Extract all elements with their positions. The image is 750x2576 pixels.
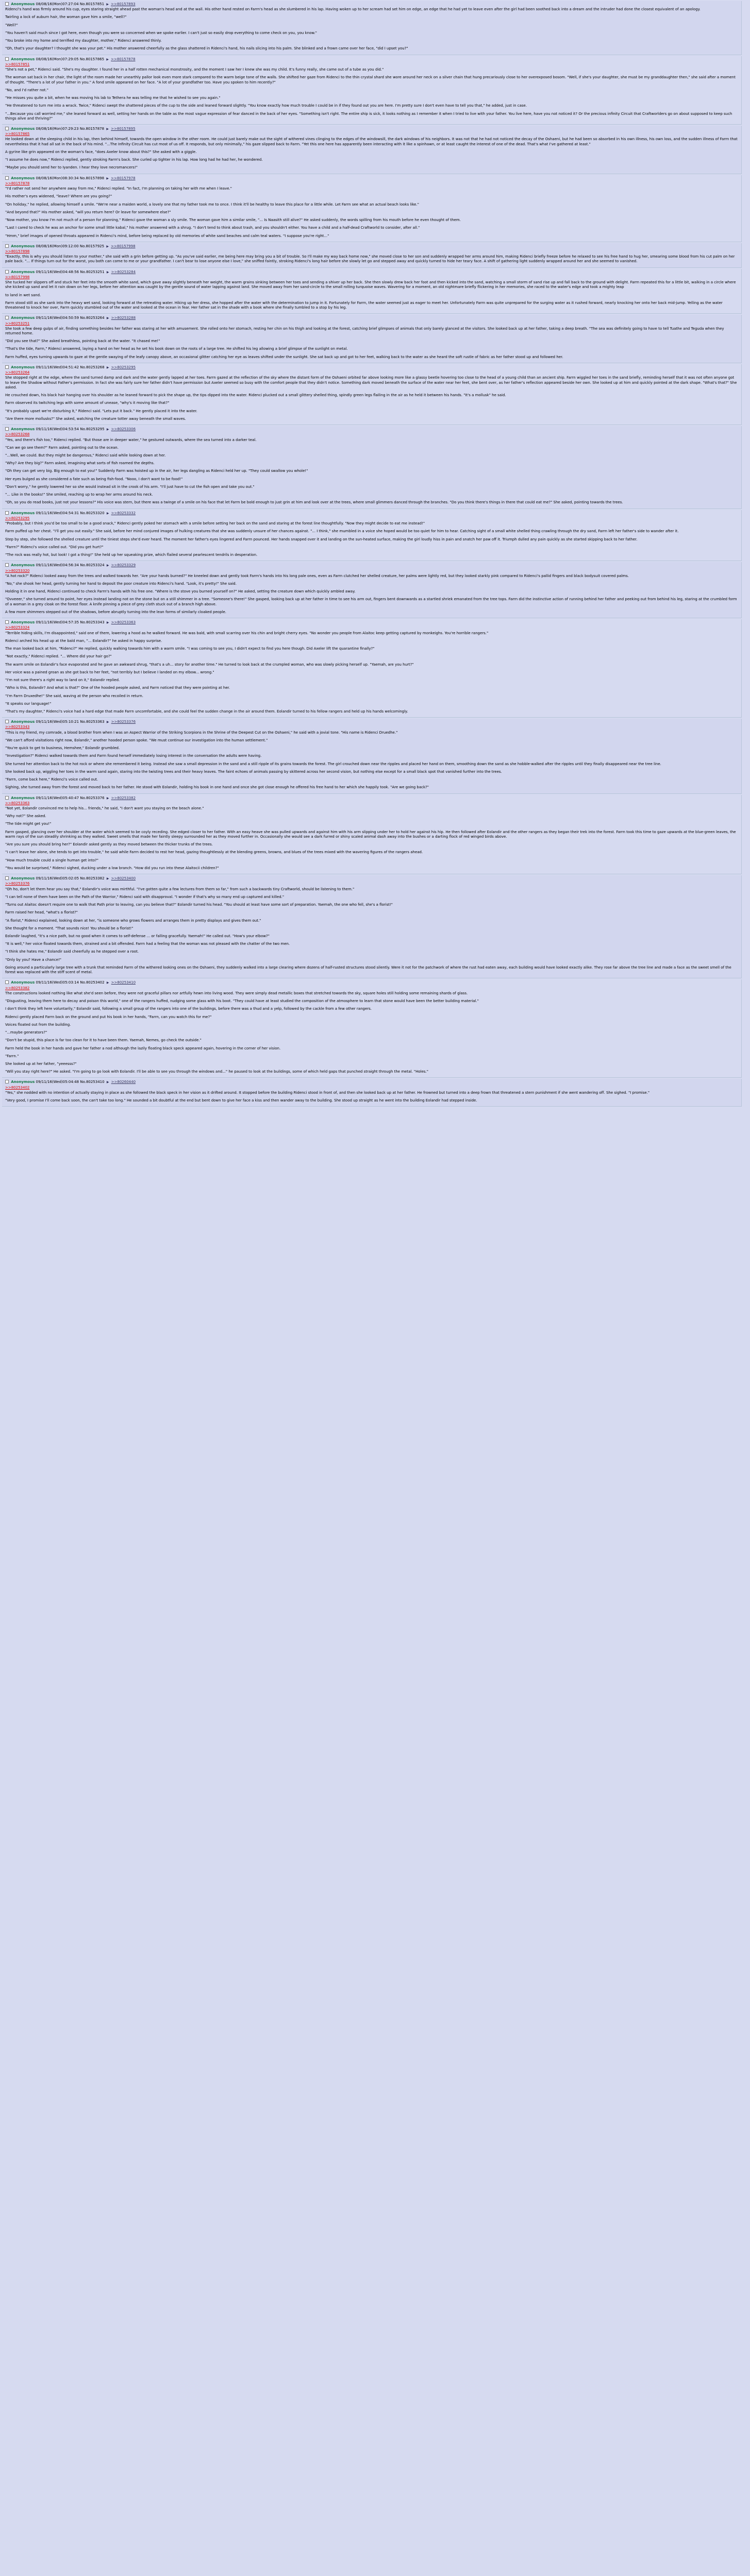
post xyxy=(2,719,742,793)
post-paragraph: Farrn stood still as she sank into the heavy wet sand, looking forward at the retreating water. Hiking up her dress, she hopped after the water with the determination to jump in it. Fortunately for Farrn, the water seemed just as eager to meet her. Unfortunately Farrn was quite unprepared for the surging water as it rushed forward, nearly knocking her onto her back mid-jump. Yelling as the water threatened to knock her over, Farrn quickly stumbled out of the water and looked at the ocean in fear. Her father sat in the shade with a book where she finally tumbled to a stop by his leg. xyxy=(5,300,723,310)
post-number[interactable]: No.80253295 xyxy=(80,427,105,432)
poster-name: Anonymous xyxy=(11,620,35,625)
poster-name: Anonymous xyxy=(11,244,35,248)
backlinks xyxy=(110,2,135,6)
post-paragraph: "Maybe you should send her to Iyanden. I hear they love necromancers!" xyxy=(5,165,138,170)
post-header xyxy=(5,365,738,370)
post-paragraph: "You're quick to get to business, Hemshee," Eolandir grumbled. xyxy=(5,746,120,751)
post-paragraph: "Now mother, you know I'm not much of a person for planning," Ridenci gave the woman a sly smile. The woman gave him a similar smile, "... Is Naasith still alive?" He asked suddenly, the words spilling from his mouth before he even thought of them. xyxy=(5,218,461,223)
post-paragraph: Farrn puffed up her chest. "I'll get you out easily." She said, before her mind conjured images of hulking creatures that she was suddenly unsure of her chances against. "... I think," she mumbled in a voice she hoped would be too quiet for him to hear. Catching sight of a small white shelled thing crawling through the dry sand, Farrn left her father's side to wander after it. xyxy=(5,529,679,534)
post-paragraph: "Only by you? Have a chance!" xyxy=(5,957,62,962)
post-paragraph: "...Because you call worried me," she leaned forward as well, setting her hands on the table as the most vague expression of fear danced in the back of her eyes. "Something isn't right. The entire ship is sick, it looks nothing as I remember it when I tried to live with your father. You live here, have you not noticed it? Or the precious infinity Circuit that Craftworlders go on about supposed to keep such things alive and thriving?" xyxy=(5,111,732,121)
post-paragraph: "The rock was really hot, but look! I got a thing!" She held up her squeaking prize, which flailed several pearlescent tendrils in desperation. xyxy=(5,553,258,557)
post-paragraph: "Can we go see them?" Farrn asked, pointing out to the ocean. xyxy=(5,445,119,450)
post-paragraph: "Why not?" She asked. xyxy=(5,814,46,819)
backlink[interactable]: >>80253284 xyxy=(111,269,136,274)
quote-link[interactable]: >>80253268 xyxy=(5,432,30,437)
post-number[interactable]: No.80157851 xyxy=(79,2,105,6)
poster-name: Anonymous xyxy=(11,427,35,432)
backlinks xyxy=(110,563,136,567)
post-paragraph: Sighing, she turned away from the forest and moved back to her father. He stood with Eolandir, holding his book in one hand and once she got close enough he offered his free hand to her which she happily took. "Are we going back?" xyxy=(5,785,429,790)
backlink[interactable]: >>80253400 xyxy=(111,876,136,881)
post-paragraph: "Oh, that's your daughter? I thought she was your pet." His mother answered cheerfully as the glass shattered in Ridenci's hand, his nails slicing into his palm. She blinked and a frown came over her face, "did I upset you?" xyxy=(5,46,408,51)
menu-arrow-icon[interactable]: ▶ xyxy=(106,796,109,800)
post-paragraph: He crouched down, his black hair hanging over his shoulder as he leaned forward to pick the shape up, the tips dipped into the water. Ridenci plucked out a small glittery shelled thing, spindly green legs flailing in the air as he held it between his hands. "It's a mollusk" he said. xyxy=(5,393,506,398)
post xyxy=(2,795,742,875)
menu-arrow-icon[interactable]: ▶ xyxy=(106,316,109,320)
post-paragraph: "You broke into my home and terrified my daughter, mother," Ridenci answered thinly. xyxy=(5,39,162,43)
post-paragraph: "Did you see that?" She asked breathless, pointing back at the water. "It chased me!" xyxy=(5,339,160,344)
poster-name: Anonymous xyxy=(11,720,35,724)
post-body xyxy=(5,569,738,615)
quote-link[interactable]: >>80157998 xyxy=(5,275,30,279)
menu-arrow-icon[interactable]: ▶ xyxy=(106,621,109,625)
post xyxy=(2,175,742,242)
post-paragraph: She thought for a moment. "That sounds nice! You should be a florist!" xyxy=(5,926,134,930)
post-body xyxy=(5,516,738,557)
backlinks xyxy=(110,127,135,131)
post-paragraph: The woman sat back in her chair, the light of the room made her unearthly pallor look even more stark compared to the warm beige tone of the walls. She shifted her gaze from Ridenci to the thin crystal shard she wore around her neck on a silver chain that hung precariously close to her overexposed bosom. "Well, if she's your daughter, she must be my granddaughter then," she said after a moment of thought. "There's a lot of your father in you." A fond smile appeared on her face. "A lot of your grandfather too. Have you spoken to him recently?" xyxy=(5,75,736,84)
post-date: 08/08/16(Mon)08:30:34 xyxy=(36,176,79,180)
post-paragraph: Farrn huffed, eyes turning upwards to gaze at the gentle swaying of the leafy canopy above, an occasional glitter catching her eye as leaves shifted under the sunlight. She sat back up and got to her feet, walking back to the water as she heard the soft rustle of fabric as her father stood up and followed her. xyxy=(5,354,563,359)
post-paragraph: She looked up at her father, "yeeesss?" xyxy=(5,1061,77,1066)
backlink[interactable]: >>80253295 xyxy=(111,365,136,369)
post-paragraph: Ridenci gently placed Farrn back on the ground and put his book in her hands, "Farrn, can you watch this for me?" xyxy=(5,1014,212,1019)
backlinks xyxy=(110,176,135,180)
post xyxy=(2,875,742,978)
checkbox-icon[interactable] xyxy=(5,620,9,624)
post-paragraph: "No," she shook her head, gently turning her hand to deposit the poor creature into Ridenci's hand. "Look, it's pretty!" She said. xyxy=(5,581,237,586)
post-paragraph: Ridenci arched his head up at the bald man, "... Eolandir?" he asked in happy surprise. xyxy=(5,638,162,643)
post-paragraph: Her voice was a pained groan as she got back to her feet, "not terribly but I believe I landed on my elbow... wrong." xyxy=(5,670,214,674)
post-paragraph: "A florist," Ridenci explained, looking down at her, "is someone who grows flowers and arranges them in pretty displays and gives them out." xyxy=(5,918,261,923)
post-paragraph: "The tide might get you!" xyxy=(5,822,52,826)
post-paragraph: "Don't be stupid, this place is far too clean for it to have been them. Yaemah, Nemes, go check the outside." xyxy=(5,1038,202,1043)
post-paragraph: She tucked her slippers off and stuck her feet into the smooth white sand, which gave away slightly beneath her weight, the warm grains sinking between her toes and sending a shiver up her back. She then slowly drew back her foot and then kicked into the sand, watching a small storm of sand rise up and fall back to the ground with delight. Farrn repeated this for a little bit, walking in a circle where she kicked up sand and let it rain down on her legs, before her attention was caught by the gentle sound of water lapping against land. She moved away from her sand-circle to the small rolling turquoise waves. Wavering for a moment, an old nightmare briefly flickering in her memories, she raced to the water's edge and took a mighty leap xyxy=(5,280,736,290)
backlinks xyxy=(110,316,136,320)
post-paragraph: "Are there more mollusks?" She asked, watching the creature totter away beneath the small waves. xyxy=(5,416,186,421)
menu-arrow-icon[interactable]: ▶ xyxy=(106,428,109,432)
post-paragraph: "Yes," she nodded with no intention of actually staying in place as she followed the black speck in her vision as it drifted around. It stopped before the building Ridenci stood in front of, and then she looked back up at her father. He frowned but turned into a deep frown that threatened a stern punishment if she went wandering off. She sighed. "I promise." xyxy=(5,1090,650,1095)
quote-link[interactable]: >>80157865 xyxy=(5,132,30,137)
backlinks xyxy=(110,980,136,985)
post-body xyxy=(5,370,738,421)
checkbox-icon[interactable] xyxy=(5,720,9,723)
post-paragraph: "He misses you quite a bit, when he was moving his lab to Tethera he was telling me that he wished to see you again." xyxy=(5,96,221,100)
post-paragraph: She took a few deep gulps of air, finding something besides her father was staring at her with amusement. She rolled onto her stomach, resting her chin on his thigh and looking at the forest, catching brief glimpses of animals that only barely glanced at the visitors. She looked back up at her father, taking a deep breath. "The sea was definitely going to have to tell Tuathe and Teguda when they returned home. xyxy=(5,326,724,336)
post-paragraph: "And beyond that?" His mother asked, "will you return here? Or leave for somewhere else?" xyxy=(5,210,171,214)
post-paragraph: Her eyes bulged as she considered a fate such as being fish-food. "Nooo, I don't want to be food!" xyxy=(5,477,183,481)
post-body xyxy=(5,321,738,360)
checkbox-icon[interactable] xyxy=(5,127,9,130)
backlinks xyxy=(110,620,136,624)
quote-link[interactable]: >>80157851 xyxy=(5,62,30,66)
post-date: 09/11/16(Wed)04:54:31 xyxy=(36,511,79,515)
poster-name: Anonymous xyxy=(11,176,35,180)
post-number[interactable]: No.80253251 xyxy=(80,269,105,274)
post-paragraph: "It is well," her voice floated towards them, strained and a bit offended. Farrn had a feeling that the woman was not pleased with the chatter of the two men. xyxy=(5,942,290,946)
post xyxy=(2,562,742,618)
post-paragraph: "I'm Farrn Druxedhe!" She said, waving at the person who recoiled in return. xyxy=(5,693,143,698)
backlink[interactable]: >>80260440 xyxy=(111,1080,136,1084)
post-body xyxy=(5,882,738,975)
post-header xyxy=(5,244,738,249)
poster-name: Anonymous xyxy=(11,269,35,274)
post-number[interactable]: No.80253268 xyxy=(80,365,105,369)
post-paragraph: "Turns out Alaitoc doesn't require one to walk that Path prior to leaving, can you believe that?" Eolandir turned his head. "You should at least have some sort of preparation. Yaemah, the one who fell, she's a florist!" xyxy=(5,903,393,907)
checkbox-icon[interactable] xyxy=(5,876,9,880)
post-header xyxy=(5,563,738,568)
post-number[interactable]: No.80253363 xyxy=(80,720,105,724)
post-paragraph: Eolandir laughed, "it's a nice path, but no good when it comes to self-defense ... or falling gracefully. Yaemah!" He called out. "How's your elbow?" xyxy=(5,934,270,938)
backlinks xyxy=(110,720,136,724)
post-paragraph: "On holiday," he replied, allowing himself a smile. "We're near a maiden world, a lovely one that my father took me to once. I think it'll be healthy to leave this place for a little while. Let Farrn see what an actual beach looks like." xyxy=(5,202,419,207)
post-paragraph: "How much trouble could a single human get into?" xyxy=(5,858,98,862)
post-date: 08/08/16(Mon)09:12:00 xyxy=(36,244,79,248)
post-paragraph: "Oh, so you do read books, just not your lessons?" His voice was stern, but there was a twinge of a smile on his face that let Farrn be bold enough to just grin at him and look over at the trees, where small glimmers danced through the branches. "Do you think there's things in there that could eat me?" She asked, pointing towards the trees. xyxy=(5,500,623,505)
menu-arrow-icon[interactable]: ▶ xyxy=(106,564,109,568)
post-paragraph: "This is my friend, my comrade, a blood brother from when I was an Aspect Warrior of the Striking Scorpions in the Shrine of the Deepest Cut on the Oshaeni," he said with a jovial tone. "His name is Ridenci Druedhe." xyxy=(5,730,398,735)
post-body xyxy=(5,432,738,505)
backlinks xyxy=(110,365,136,369)
post-paragraph: "I can't leave her alone, she tends to get into trouble," he said while Farrn decided to rest her head, gazing thoughtlessly at the blending greens, browns, and blues of the trees mixed with the wavering figures of the rangers ahead. xyxy=(5,850,423,855)
poster-name: Anonymous xyxy=(11,57,35,61)
quote-link[interactable]: >>80253402 xyxy=(5,1085,30,1090)
post-paragraph: "Not yet, Eolandir convinced me to help his... friends," he said, "I don't want you staying on the beach alone." xyxy=(5,806,204,811)
post-body xyxy=(5,7,738,51)
checkbox-icon[interactable] xyxy=(5,427,9,431)
post-paragraph: His mother's eyes widened, "leave? Where are you going?" xyxy=(5,194,112,199)
post-date: 09/11/16(Wed)05:04:48 xyxy=(36,1080,79,1084)
quote-link[interactable]: >>80253295 xyxy=(5,516,30,520)
post-paragraph: I don't think they left here voluntarily," Eolandir said, following a small group of the rangers into one of the buildings, before there was a thud and a yelp, followed by the cackle from a few other rangers. xyxy=(5,1007,372,1011)
backlinks xyxy=(110,270,136,274)
backlink[interactable]: >>80157895 xyxy=(111,126,136,131)
post-paragraph: "...Well, we could. But they might be dangerous," Ridenci said while looking down at her. xyxy=(5,453,166,457)
post-body xyxy=(5,725,738,790)
post xyxy=(2,619,742,718)
backlink[interactable]: >>80157978 xyxy=(111,176,136,180)
post xyxy=(2,1079,742,1107)
post-paragraph: "Who is this, Eolandir? And what is that?" One of the hooded people asked, and Farrn noticed that they were pointing at her. xyxy=(5,686,230,690)
post-date: 09/11/16(Wed)05:03:14 xyxy=(36,980,79,985)
backlink[interactable]: >>80253382 xyxy=(111,795,136,800)
quote-link[interactable]: >>80253382 xyxy=(5,986,30,990)
post-paragraph: Twirling a lock of auburn hair, the woman gave him a smile, "well?" xyxy=(5,15,127,20)
post-body xyxy=(5,625,738,714)
poster-name: Anonymous xyxy=(11,876,35,881)
post-header xyxy=(5,427,738,432)
post xyxy=(2,243,742,268)
post-paragraph: "You would be surprised," Ridenci sighed, ducking under a low branch. "How did you run into these Alaitocii children?" xyxy=(5,866,219,870)
post-date: 09/11/16(Wed)05:10:21 xyxy=(36,720,79,724)
post-paragraph: "...maybe generators?" xyxy=(5,1030,47,1035)
post-paragraph: "That's the tide, Farrn," Ridenci answered, laying a hand on her head as he set his book down on the roots of a large tree. He shifted his leg allowing a brief glimpse of the sunlight on metal. xyxy=(5,347,348,351)
post-paragraph: "Last I cared to check he was an anchor for some small little kabal," his mother answered with a shrug. "I don't tend to think about trash, and you shouldn't either. You have a child and a half-dead Craftworld to consider, after all." xyxy=(5,226,420,230)
backlinks xyxy=(110,511,136,515)
backlinks xyxy=(110,876,136,880)
post-number[interactable]: No.80157898 xyxy=(79,176,105,180)
backlink[interactable]: >>80253363 xyxy=(111,620,136,625)
post-paragraph: "Farrn." xyxy=(5,1054,19,1058)
post-paragraph: "I assume he does now," Ridenci replied, gently stroking Farrn's back. She curled up tighter in his lap. How long had he had her, he wondered. xyxy=(5,158,263,162)
backlink[interactable]: >>80253376 xyxy=(111,720,136,724)
post-paragraph: Holding it in one hand, Ridenci continued to check Farrn's hands with his free one. "Where is the stove you burned yourself on?" He asked, setting the creature down which quickly ambled away. xyxy=(5,589,356,594)
post-paragraph: She stopped right at the edge, where the sand turned damp and dark and the water gently lapped at her toes. Farrn gazed at the reflection of the sky where the distant form of the Oshaeni orbited far above looking more like a glassy beetle hovering too close to the head of a young child than an ancient ship. Farrn wiggled her toes in the sand briefly, reminding herself that it was not often anyone got to leave the Shadow without Father's permission. In fact she was fairly sure her father didn't have permission but Axeler seemed so busy with the comfort people that they didn't notice. Something dark moved beneath the surface of the water near her feet, she bent over, as her father's reflection appeared beside her own. She looked up at him and quickly pointed at the dark shape. "What's that?" She asked. xyxy=(5,376,737,389)
post-header xyxy=(5,270,738,275)
menu-arrow-icon[interactable]: ▶ xyxy=(106,511,109,515)
backlink[interactable]: >>80253288 xyxy=(111,316,136,320)
post xyxy=(2,510,742,562)
post-header xyxy=(5,2,738,7)
post-date: 09/11/16(Wed)04:53:54 xyxy=(36,427,79,432)
post-paragraph: A few more shimmers stepped out of the shadows, before abruptly turning into the lean forms of similarly cloaked people. xyxy=(5,609,226,614)
post-paragraph: "Farrn?" Ridenci's voice called out. "Did you get hurt?" xyxy=(5,545,104,549)
post-date: 09/11/16(Wed)04:50:59 xyxy=(36,316,79,320)
post xyxy=(2,315,742,363)
poster-name: Anonymous xyxy=(11,563,35,568)
menu-arrow-icon[interactable]: ▶ xyxy=(106,176,109,180)
post-paragraph: "Investigation?" Ridenci walked towards them and Farrn found herself immediately losing interest in the conversation the adults were having. xyxy=(5,754,262,758)
post-paragraph: "No, and I'd rather not." xyxy=(5,88,48,92)
post-header xyxy=(5,980,738,985)
backlink[interactable]: >>80253329 xyxy=(111,563,136,568)
post-date: 09/11/16(Wed)04:48:56 xyxy=(36,269,79,274)
post-body xyxy=(5,801,738,871)
poster-name: Anonymous xyxy=(11,316,35,320)
menu-arrow-icon[interactable]: ▶ xyxy=(106,981,109,985)
menu-arrow-icon[interactable]: ▶ xyxy=(106,3,109,6)
poster-name: Anonymous xyxy=(11,365,35,369)
post-paragraph: "Are you sure you should bring her?" Eolandir asked gently as they moved between the thicker trunks of the trees. xyxy=(5,842,213,847)
checkbox-icon[interactable] xyxy=(5,270,9,274)
post-paragraph: "You haven't said much since I got here, even though you were so concerned when we spoke earlier. I can't just so easily drop everything to come check on you, you know." xyxy=(5,30,317,35)
post-date: 08/08/16(Mon)07:29:05 xyxy=(36,57,79,61)
menu-arrow-icon[interactable]: ▶ xyxy=(106,720,109,724)
post-paragraph: "Ovveeer," she turned around to point, her eyes instead landing not on the stone but on a still shimmer in a tree. "Someone's there!" She gasped, looking back up at her father in time to see his arm out, fingers bent downwards as a startled shriek emanated from the tree tops. Farrn did the instinctive action of running behind her father and peeking out from behind his leg, staring at the crumbled form of a woman in a grey cloak on the forest floor. A knife pinning a piece of grey cloth stuck out of a branch high above. xyxy=(5,597,737,606)
post-paragraph: "... Like in the books!" She smiled, reaching up to wrap her arms around his neck. xyxy=(5,493,153,497)
menu-arrow-icon[interactable]: ▶ xyxy=(106,244,109,248)
poster-name: Anonymous xyxy=(11,1080,35,1084)
post-paragraph: Farrn raised her head, "what's a florist?" xyxy=(5,910,78,915)
post-paragraph: "Yes, and there's fish too," Ridenci replied. "But those are in deeper water," he gestured outwards, where the sea turned into a darker teal. xyxy=(5,437,257,442)
quote-link[interactable]: >>80253251 xyxy=(5,321,30,326)
post-number[interactable]: No.80253324 xyxy=(80,563,105,568)
post-date: 08/08/16(Mon)07:29:23 xyxy=(36,126,79,131)
post-paragraph: Farrn held the book in her hands and gave her father a nod although the lazily floating black speck appeared again, hovering in the corner of her vision. xyxy=(5,1046,281,1050)
backlinks xyxy=(110,796,136,800)
post-paragraph: "Not exactly," Ridenci replied. "... Where did your hair go?" xyxy=(5,654,112,659)
post-number[interactable]: No.80253410 xyxy=(80,1080,105,1084)
post-number[interactable]: No.80157925 xyxy=(79,244,105,248)
backlink[interactable]: >>80253410 xyxy=(111,980,136,985)
checkbox-icon[interactable] xyxy=(5,2,9,6)
thread xyxy=(0,1,744,1107)
post-paragraph: "Disgusting, leaving them here to decay and poison this world," one of the rangers huffed, nudging some glass with his boot. "They could have at least studied the composition of the atmosphere to learn that stone would have been the better building material." xyxy=(5,999,479,1004)
post-paragraph: "We can't afford visitations right now, Eolandir," another hooded person spoke. "We must continue our investigation into the human settlement." xyxy=(5,738,268,742)
menu-arrow-icon[interactable]: ▶ xyxy=(106,127,109,131)
post-paragraph: The warm smile on Eolandir's face evaporated and he gave an awkward shrug, "that's a uh... story for another time." He turned to look back at the crumpled woman, who was slowly picking herself up. "Yaemah, are you hurt?" xyxy=(5,662,414,667)
quote-link[interactable]: >>80253264 xyxy=(5,370,30,375)
post-paragraph: "Exactly, this is why you should listen to your mother," she said with a grin before getting up. "As you've said earlier, me being here may bring you a bit of trouble. So I'll make my way back home now," she moved close to her son and suddenly wrapped her arms around him, making Ridenci briefly freeze before he relaxed to see his free hand to hug her, smearing some blood from his cut palm on her pale back. "... If things turn out for the worst, you both can come to me or your grandfather. I can't bear to lose anyone else I love," she sniffed faintly, stroking Ridenci's long hair before she slowly let go and stepped away and quickly turned to hide her teary face. A shift of gathering light suddenly wrapped around her and she seemed to vanished. xyxy=(5,255,735,264)
post-paragraph: "That's my daughter," Ridenci's voice had a hard edge that made Farrn uncomfortable, and she could feel the sudden change in the air around them. Eolandir turned to his fellow rangers and held up his hands welcomingly. xyxy=(5,709,408,714)
post-header xyxy=(5,620,738,625)
post-number[interactable]: No.80157865 xyxy=(79,57,105,61)
post-paragraph: The constructions looked nothing like what she'd seen before, they were not graceful pillars nor artfully hewn into living wood. They were simply dead metallic boxes that stretched towards the sky, square holes still holding some remaining shards of glass. xyxy=(5,991,468,995)
post-body xyxy=(5,986,738,1075)
post xyxy=(2,269,742,314)
post-number[interactable]: No.80157878 xyxy=(79,126,105,131)
post-paragraph: "I'm not sure there's a right way to land on it," Eolandir replied. xyxy=(5,678,120,683)
backlinks xyxy=(110,427,136,431)
post-date: 08/08/16(Mon)07:27:04 xyxy=(36,2,79,6)
post-paragraph: "Don't worry," he gently lowered her so she would instead sit in the crook of his arm. "I'll just have to cut the fish open and take you out." xyxy=(5,484,255,489)
post-body xyxy=(5,249,738,264)
quote-link[interactable]: >>80157898 xyxy=(5,249,30,253)
checkbox-icon[interactable] xyxy=(5,511,9,515)
post-body xyxy=(5,62,738,121)
post xyxy=(2,1,742,55)
backlink[interactable]: >>80253306 xyxy=(111,427,136,432)
quote-link[interactable]: >>80253320 xyxy=(5,568,30,573)
checkbox-icon[interactable] xyxy=(5,176,9,180)
poster-name: Anonymous xyxy=(11,126,35,131)
post-header xyxy=(5,1080,738,1084)
post-date: 09/11/16(Wed)04:51:42 xyxy=(36,365,79,369)
post-paragraph: Farrn observed its twitching legs with some amount of unease, "why's it moving like that?" xyxy=(5,401,170,405)
post-number[interactable]: No.80253320 xyxy=(80,511,105,515)
post-paragraph: "Terrible hiding skills, I'm disappointed," said one of them, lowering a hood as he walked forward. He was bald, with small scarring over his chin and bright cherry eyes. "No wonder you people from Alaitoc keep getting captured by monkeighs. You're horrible rangers." xyxy=(5,631,489,635)
backlinks xyxy=(110,1080,136,1084)
post-header xyxy=(5,511,738,516)
post-paragraph: Ridenci's hand was firmly around his cup, eyes staring straight ahead past the woman's head and at the wall. His other hand rested on Farrn's head as she slumbered in his lap. Having woken up to her scream had set him on edge, an edge that he had yet to leave even after the girl had been soothed back into a dream and the intruder had done the closest equivalent of an apology. xyxy=(5,7,701,12)
backlink[interactable]: >>80157878 xyxy=(111,57,136,61)
post-paragraph: "A hot rock?" Ridenci looked away from the trees and walked towards her. "Are your hands burned?" He kneeled down and gently took Farrn's hands into his long pale ones, even as Farrn clutched her shelled creature, her palms were lightly red, but they looked starkly pink compared to Ridenci's pallid fingers and black bodysuit covered palms. xyxy=(5,573,629,578)
checkbox-icon[interactable] xyxy=(5,244,9,248)
post-date: 09/11/16(Wed)05:40:47 xyxy=(36,795,79,800)
post-date: 09/11/16(Wed)04:56:34 xyxy=(36,563,79,568)
checkbox-icon[interactable] xyxy=(5,316,9,319)
post-number[interactable]: No.80253376 xyxy=(80,795,105,800)
post-paragraph: She looked back up, wiggling her toes in the warm sand again, staring into the twisting trees and their heavy leaves. The faint echoes of animals passing by skittered across her second vision, but nothing else except for a small black spot that vanished further into the trees. xyxy=(5,769,502,774)
backlink[interactable]: >>80253332 xyxy=(111,511,136,515)
post-number[interactable]: No.80253264 xyxy=(80,316,105,320)
post xyxy=(2,979,742,1078)
post-number[interactable]: No.80253382 xyxy=(80,876,105,881)
post-header xyxy=(5,57,738,62)
post-paragraph: "I'd rather not send her anywhere away from me," Ridenci replied. "In fact, I'm planning on taking her with me when I leave." xyxy=(5,187,232,191)
post-paragraph: "I think she hates me," Eolandir said cheerfully as he stepped over a root. xyxy=(5,950,139,954)
post xyxy=(2,426,742,509)
backlinks xyxy=(110,57,135,61)
post-paragraph: "He threatened to turn me into a wrack. Twice," Ridenci swept the shattered pieces of the cup to the side and leaned forward slightly. "You know exactly how much trouble I could be in if they found out you are here. I'm pretty sure I don't even have to tell you that," he added, just in case. xyxy=(5,104,527,108)
post-body xyxy=(5,132,738,170)
post-paragraph: Going around a particularly large tree with a trunk that reminded Farrn of the withered looking ones on the Oshaeni, they suddenly walked into a large clearing where dozens of half-rusted structures stood silently. Were it not for the patchwork of where the rust had eaten away, each building would have looked exactly alike. They rose far above the tree line and made a face as the sweet smell of the forest was replaced with the stiff scent of metal. xyxy=(5,965,731,975)
post-date: 09/11/16(Wed)05:02:05 xyxy=(36,876,79,881)
post-paragraph: "Probably, but I think you'd be too small to be a good snack," Ridenci gently poked her stomach with a smile before setting her back on the sand and staring at the forest line thoughtfully. "Now they might decide to eat me instead!" xyxy=(5,521,425,526)
post-paragraph: The man looked back at him, "Ridenci?" He replied, quickly walking towards him with a warm smile. "I was coming to see you, I didn't expect to find you here though. Did Axeler lift the quarantine finally?" xyxy=(5,647,375,651)
post-paragraph: "Very good, I promise I'll come back soon, the can't take too long." He sounded a bit doubtful at the end but bent down to give her face a kiss and then wander away to the building. She stood up straight as he went into the building Eolandir had stepped inside. xyxy=(5,1098,477,1103)
post-paragraph: "It's probably upset we're disturbing it," Ridenci said. "Lets put it back." He gently placed it into the water. xyxy=(5,409,197,413)
post-paragraph: "Why? Are they big?" Farrn asked, imagining what sorts of fish roamed the depths. xyxy=(5,461,155,466)
quote-link[interactable]: >>80253343 xyxy=(5,725,30,730)
menu-arrow-icon[interactable]: ▶ xyxy=(106,877,109,881)
post-number[interactable]: No.80253402 xyxy=(80,980,105,985)
backlinks xyxy=(110,244,135,248)
menu-arrow-icon[interactable]: ▶ xyxy=(106,57,109,61)
post-paragraph: Farrn gasped, glancing over her shoulder at the water which seemed to be coyly receding. She edged closer to her father. With an easy heave she was pulled upwards and against him with his arm slipping under her to hold her against his hip. He then followed after Eolandir and the other rangers as they began their trek into the forest. Farrn took this time to gaze upwards at the blue-green leaves, the warm rays of the sun steadily shrinking as they walked. Sweet smells that made her faintly sleepy surrounded her as they moved further in. Occasionally she would see a dark furred or shiny scaled animal dash away into the bushes or a darting flock of red winged birds above. xyxy=(5,829,736,839)
post-paragraph: "It speaks our language!" xyxy=(5,701,52,706)
checkbox-icon[interactable] xyxy=(5,1080,9,1083)
post-paragraph: Voices floated out from the building. xyxy=(5,1022,71,1027)
checkbox-icon[interactable] xyxy=(5,563,9,567)
post-body xyxy=(5,1086,738,1104)
poster-name: Anonymous xyxy=(11,511,35,515)
post-paragraph: "Farrn, come back here," Ridenci's voice called out. xyxy=(5,777,98,782)
post-paragraph: "Will you stay right here?" He asked. "I'm going to go look with Eolandir. I'll be able to see you through the windows and..." he paused to look at the buildings, some of which held gaps that punched straight through the metal. "Holes." xyxy=(5,1070,429,1074)
post-header xyxy=(5,127,738,131)
quote-link[interactable]: >>80253363 xyxy=(5,801,30,805)
quote-link[interactable]: >>80253324 xyxy=(5,625,30,630)
quote-link[interactable]: >>80253376 xyxy=(5,882,30,886)
post-paragraph: "I can tell none of them have been on the Path of the Warrior," Ridenci said with disapproval. "I wonder if that's why so many end up captured and killed." xyxy=(5,894,285,899)
post-header xyxy=(5,176,738,181)
poster-name: Anonymous xyxy=(11,795,35,800)
menu-arrow-icon[interactable]: ▶ xyxy=(106,1080,109,1084)
post xyxy=(2,126,742,174)
post-paragraph: "She's not a pet," Ridenci said. "She's my daughter. I found her in a half rotten mechanical monstrosity, and the moment I saw her I knew she was my child. It's funny really, she came out of a tube as you did." xyxy=(5,67,384,72)
post-paragraph: "Hmm," brief images of opened throats appeared in Ridenci's mind, before being replaced by old memories of white sand beaches and calm teal waters. "I suppose you're right..." xyxy=(5,233,329,238)
post-header xyxy=(5,720,738,724)
backlink[interactable]: >>80157893 xyxy=(111,2,136,6)
post-paragraph: She turned her attention back to the hot rock or where she remembered it being. Instead she saw a small depression in the sand and a still ripple of its grains towards the forest. The girl crouched down near the ripples and placed her hand on them, smoothing down the sand as she hobble-walked after the ripples until they finally disappeared near the tree line. xyxy=(5,761,661,766)
poster-name: Anonymous xyxy=(11,2,35,6)
post-body xyxy=(5,275,738,310)
post xyxy=(2,56,742,125)
post-number[interactable]: No.80253343 xyxy=(80,620,105,625)
post-body xyxy=(5,181,738,239)
post-header xyxy=(5,796,738,801)
post xyxy=(2,364,742,425)
backlink[interactable]: >>80157998 xyxy=(111,244,136,248)
checkbox-icon[interactable] xyxy=(5,980,9,984)
checkbox-icon[interactable] xyxy=(5,796,9,800)
checkbox-icon[interactable] xyxy=(5,365,9,369)
post-paragraph: "Well?" xyxy=(5,23,18,27)
checkbox-icon[interactable] xyxy=(5,57,9,61)
post-paragraph: He looked down at the sleeping child in his lap, then behind himself, towards the open window in the other room. He could just barely make out the sight of withered vines clinging to the edges of the windowsill, the dark windows of his neighbors. It was not that he had not noticed the decay of the Oshaeni, but he had been so absorbed in his own illness, his own loss, and the sudden illness of Farrn that nevertheless that it had all sat in the back of his mind. "...The Infinity Circuit has cut most of us off. It responds, but only minimally," his gaze slipped back to Farrn. "Yet this one here has apparently been interacting with it like a spinhawn, or at least caught the interest of one of the dead. That's what I've gathered at least." xyxy=(5,137,738,146)
post-paragraph: "Oh they can get very big. Big enough to eat you!" Suddenly Farrn was hoisted up in the air, her legs dangling as Ridenci held her up. "They could swallow you whole!" xyxy=(5,469,308,473)
quote-link[interactable]: >>80157878 xyxy=(5,181,30,185)
post-date: 09/11/16(Wed)04:57:35 xyxy=(36,620,79,625)
poster-name: Anonymous xyxy=(11,980,35,985)
post-header xyxy=(5,876,738,881)
post-paragraph: Step by step, she followed the shelled creature until the tiniest steps she'd ever heard. The moment her father's eyes lingered and Farrn pounced. Her hands snapped over it and landing on the sun-heated surface, making the girl loudly hiss in pain and snatch her paw off it. Triumph dulled any pain quickly as she started skipping back to her father. xyxy=(5,537,638,541)
menu-arrow-icon[interactable]: ▶ xyxy=(106,270,109,274)
post-paragraph: to land in wet sand. xyxy=(5,293,41,297)
post-header xyxy=(5,316,738,320)
post-paragraph: A gyrine like grin appeared on the woman's face, "does Axeler know about this?" She asked with a giggle. xyxy=(5,149,197,154)
menu-arrow-icon[interactable]: ▶ xyxy=(106,365,109,369)
post-paragraph: "Oh ho, don't let them hear you say that," Eolandir's voice was mirthful. "I've gotten quite a few lectures from them so far," from such a backwards tiny Craftworld, should be listening to them." xyxy=(5,887,355,891)
